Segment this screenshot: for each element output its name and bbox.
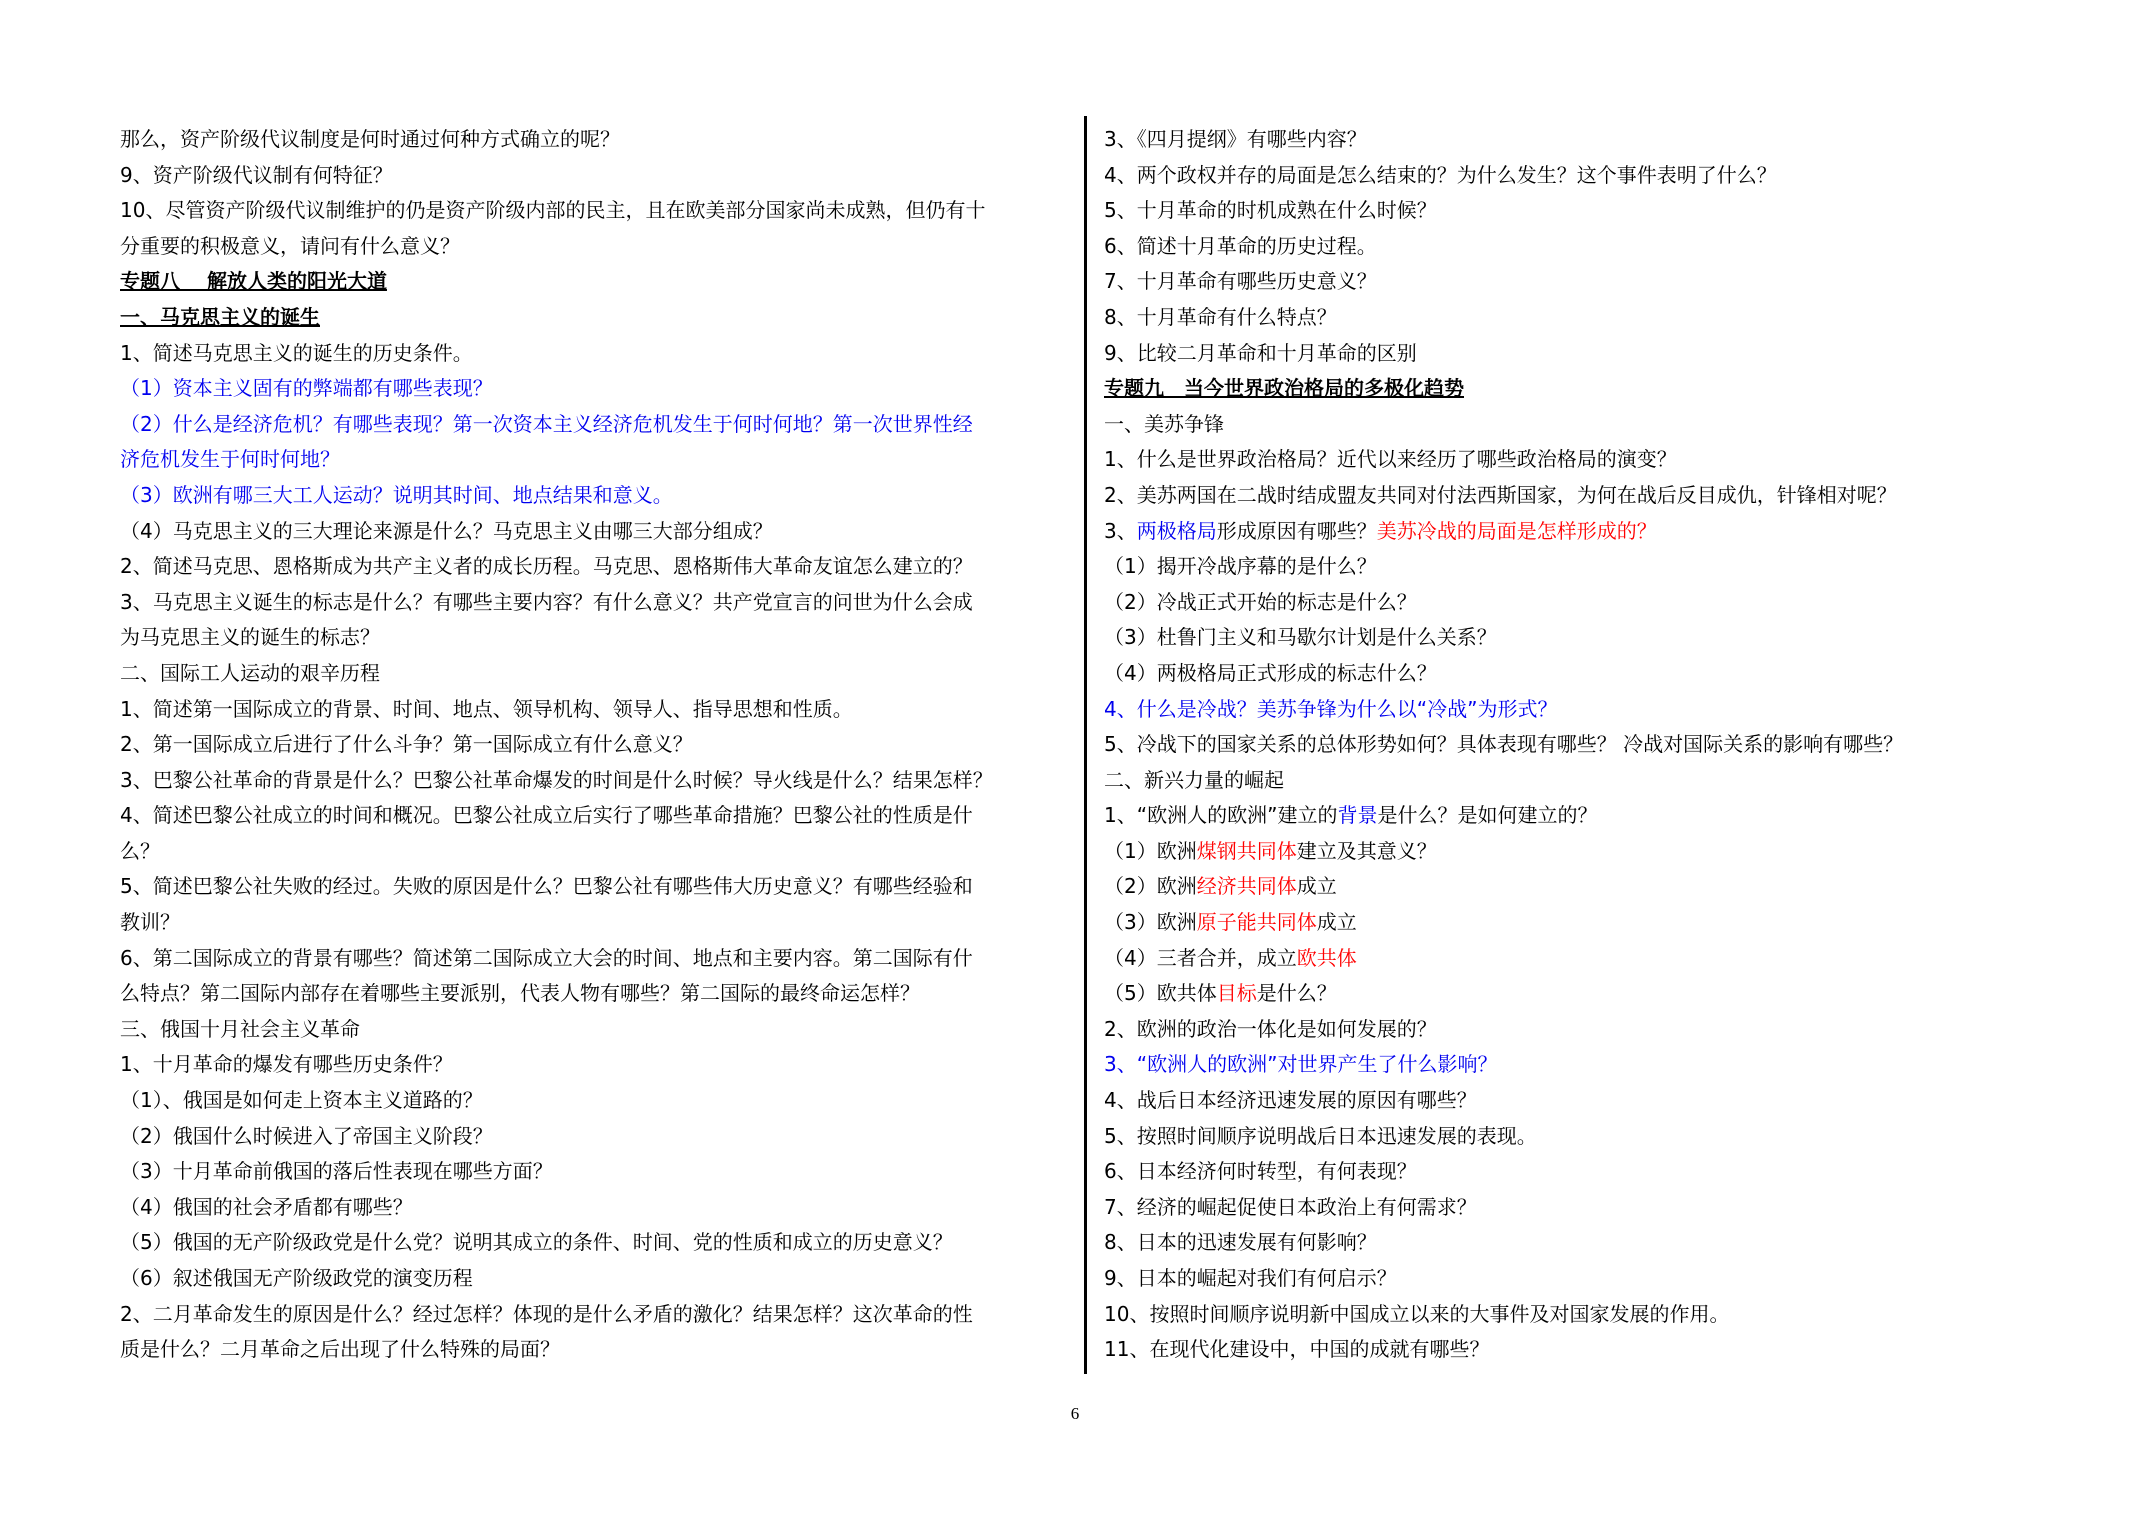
question-line: 5、十月革命的时机成熟在什么时候？ (1104, 198, 1437, 223)
question-line: 8、十月革命有什么特点？ (1104, 304, 1337, 329)
question-line: 2、欧洲的政治一体化是如何发展的？ (1104, 1016, 1437, 1041)
section-heading: 专题九 当今世界政治格局的多极化趋势 (1104, 376, 1464, 401)
text-span: （5）欧共体 (1104, 981, 1217, 1006)
question-line: 4、两个政权并存的局面是怎么结束的？为什么发生？这个事件表明了什么？ (1104, 162, 1777, 187)
question-line: 2、美苏两国在二战时结成盟友共同对付法西斯国家，为何在战后反目成仇，针锋相对呢？ (1104, 482, 1897, 507)
question-line: 9、日本的崛起对我们有何启示？ (1104, 1266, 1397, 1290)
question-line: 教训？ (120, 910, 180, 935)
question-line: （3）十月革命前俄国的落后性表现在哪些方面？ (120, 1159, 553, 1184)
highlight-text: 背景 (1337, 803, 1378, 828)
highlight-text: 煤钢共同体 (1196, 838, 1297, 863)
question-line: 10、按照时间顺序说明新中国成立以来的大事件及对国家发展的作用。 (1104, 1301, 1730, 1326)
question-line: （2）俄国什么时候进入了帝国主义阶段？ (120, 1123, 493, 1148)
question-line: 么？ (120, 838, 160, 863)
question-line: 1、简述马克思主义的诞生的历史条件。 (120, 340, 473, 365)
question-line: 二、国际工人运动的艰辛历程 (120, 660, 380, 685)
text-span: （4）三者合并，成立 (1104, 945, 1297, 970)
question-line (1104, 941, 2064, 977)
question-line: （4）马克思主义的三大理论来源是什么？马克思主义由哪三大部分组成？ (120, 518, 773, 543)
right-column (1104, 122, 2064, 1368)
question-line (1104, 976, 2064, 1012)
highlight-text: 美苏冷战的局面是怎样形成的？ (1376, 518, 1657, 543)
question-line: （2）什么是经济危机？有哪些表现？第一次资本主义经济危机发生于何时何地？第一次世界性经 (120, 411, 973, 436)
question-line: 济危机发生于何时何地？ (120, 447, 340, 472)
text-span: 是什么？ (1256, 981, 1337, 1006)
question-line: （1）揭开冷战序幕的是什么？ (1104, 554, 1377, 579)
question-line: 为马克思主义的诞生的标志？ (120, 625, 380, 650)
question-line: 4、什么是冷战？美苏争锋为什么以“冷战”为形式？ (1104, 696, 1558, 721)
text-span: （1）欧洲 (1104, 838, 1197, 863)
text-span: 3、 (1104, 518, 1137, 543)
question-line: 6、日本经济何时转型，有何表现？ (1104, 1159, 1417, 1184)
text-span: 1、“欧洲人的欧洲”建立的 (1104, 803, 1338, 828)
question-line: 么特点？第二国际内部存在着哪些主要派别，代表人物有哪些？第二国际的最终命运怎样？ (120, 981, 920, 1006)
question-line: （2）冷战正式开始的标志是什么？ (1104, 589, 1417, 614)
text-span: （2）欧洲 (1104, 874, 1197, 899)
highlight-text: 原子能共同体 (1196, 910, 1317, 935)
question-line: 7、经济的崛起促使日本政治上有何需求？ (1104, 1194, 1477, 1219)
highlight-text: 欧共体 (1296, 945, 1357, 970)
question-line (1104, 834, 2064, 870)
question-line: 三、俄国十月社会主义革命 (120, 1016, 360, 1041)
question-line: 二、新兴力量的崛起 (1104, 767, 1284, 792)
question-line (1104, 798, 2064, 834)
question-line: 6、简述十月革命的历史过程。 (1104, 233, 1377, 258)
text-span: 形成原因有哪些？ (1216, 518, 1377, 543)
question-line: 分重要的积极意义，请问有什么意义？ (120, 233, 460, 258)
highlight-text: 目标 (1216, 981, 1257, 1006)
question-line: 5、简述巴黎公社失败的经过。失败的原因是什么？巴黎公社有哪些伟大历史意义？有哪些经验和 (120, 874, 973, 899)
column-divider (1084, 116, 1087, 1374)
question-line: （6）叙述俄国无产阶级政党的演变历程 (120, 1266, 473, 1290)
question-line (1104, 869, 2064, 905)
question-line: 3、“欧洲人的欧洲”对世界产生了什么影响？ (1104, 1052, 1498, 1077)
question-line: 9、资产阶级代议制有何特征？ (120, 162, 393, 187)
question-line: 3、巴黎公社革命的背景是什么？巴黎公社革命爆发的时间是什么时候？导火线是什么？结果怎样？ (120, 767, 993, 792)
question-line: （3）欧洲有哪三大工人运动？说明其时间、地点结果和意义。 (120, 482, 673, 507)
question-line: 5、冷战下的国家关系的总体形势如何？具体表现有哪些？ 冷战对国际关系的影响有哪些？ (1104, 732, 1904, 757)
question-line: 3、《四月提纲》有哪些内容？ (1104, 127, 1367, 151)
question-line: 4、战后日本经济迅速发展的原因有哪些？ (1104, 1088, 1477, 1113)
question-line: 那么，资产阶级代议制度是何时通过何种方式确立的呢？ (120, 127, 620, 151)
question-line: 1、十月革命的爆发有哪些历史条件？ (120, 1052, 453, 1077)
text-span: 建立及其意义？ (1296, 838, 1437, 863)
question-line: 8、日本的迅速发展有何影响？ (1104, 1230, 1377, 1255)
question-line: 3、马克思主义诞生的标志是什么？有哪些主要内容？有什么意义？共产党宣言的问世为什么会成 (120, 589, 973, 614)
subsection-heading: 一、马克思主义的诞生 (120, 304, 320, 329)
question-line: （4）俄国的社会矛盾都有哪些？ (120, 1194, 413, 1219)
question-line: （1）资本主义固有的弊端都有哪些表现？ (120, 376, 493, 401)
question-line: 4、简述巴黎公社成立的时间和概况。巴黎公社成立后实行了哪些革命措施？巴黎公社的性质是什 (120, 803, 973, 828)
page-number: 6 (1070, 1404, 1080, 1423)
section-heading: 专题八 解放人类的阳光大道 (120, 269, 387, 294)
question-line: 5、按照时间顺序说明战后日本迅速发展的表现。 (1104, 1123, 1537, 1148)
question-line: 2、二月革命发生的原因是什么？经过怎样？体现的是什么矛盾的激化？结果怎样？这次革命的性 (120, 1301, 973, 1326)
question-line: （5）俄国的无产阶级政党是什么党？说明其成立的条件、时间、党的性质和成立的历史意义？ (120, 1230, 953, 1255)
text-span: （3）欧洲 (1104, 910, 1197, 935)
highlight-text: 经济共同体 (1196, 874, 1297, 899)
question-line: 1、什么是世界政治格局？近代以来经历了哪些政治格局的演变？ (1104, 447, 1677, 472)
question-line: 一、美苏争锋 (1104, 411, 1224, 436)
question-line: 10、尽管资产阶级代议制维护的仍是资产阶级内部的民主，且在欧美部分国家尚未成熟，但仍有十 (120, 198, 986, 223)
question-line: 7、十月革命有哪些历史意义？ (1104, 269, 1377, 294)
text-span: 成立 (1316, 910, 1357, 935)
question-line: 质是什么？二月革命之后出现了什么特殊的局面？ (120, 1337, 560, 1362)
question-line: 6、第二国际成立的背景有哪些？简述第二国际成立大会的时间、地点和主要内容。第二国际有什 (120, 945, 973, 970)
left-column (120, 122, 1065, 1368)
question-line: 2、简述马克思、恩格斯成为共产主义者的成长历程。马克思、恩格斯伟大革命友谊怎么建立的？ (120, 554, 973, 579)
text-span: 是什么？是如何建立的？ (1377, 803, 1598, 828)
highlight-text: 两极格局 (1136, 518, 1217, 543)
question-line: 1、简述第一国际成立的背景、时间、地点、领导机构、领导人、指导思想和性质。 (120, 696, 853, 721)
text-span: 成立 (1296, 874, 1337, 899)
question-line: （1）、俄国是如何走上资本主义道路的？ (120, 1088, 483, 1113)
question-line (1104, 905, 2064, 941)
question-line: （4）两极格局正式形成的标志什么？ (1104, 660, 1437, 685)
question-line: 2、第一国际成立后进行了什么斗争？第一国际成立有什么意义？ (120, 732, 693, 757)
question-line: （3）杜鲁门主义和马歇尔计划是什么关系？ (1104, 625, 1497, 650)
question-line: 11、在现代化建设中，中国的成就有哪些？ (1104, 1337, 1490, 1362)
question-line: 9、比较二月革命和十月革命的区别 (1104, 340, 1417, 365)
question-line (1104, 514, 2064, 550)
